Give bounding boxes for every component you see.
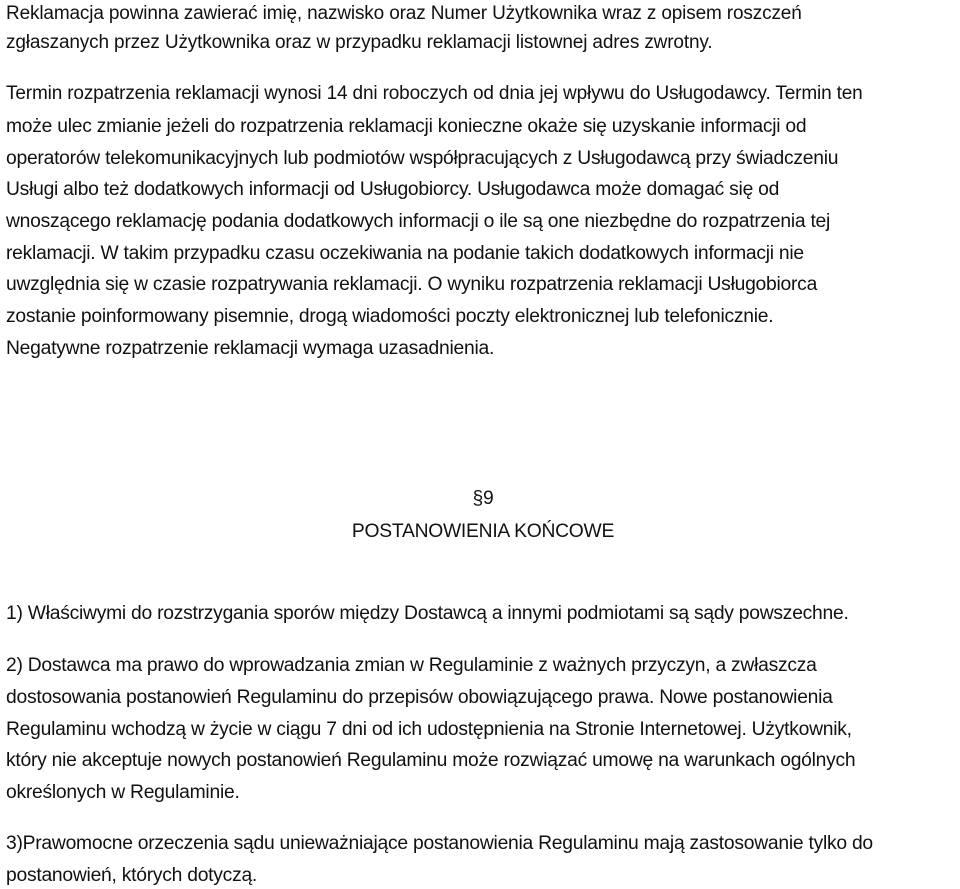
text-line: Usługi albo też dodatkowych informacji od Usługobiorcy. Usługodawca może domagać się od bbox=[6, 179, 780, 200]
text-line: uwzględnia się w czasie rozpatrywania reklamacji. O wyniku rozpatrzenia reklamacji Usługobiorca bbox=[6, 274, 818, 295]
text-line: operatorów telekomunikacyjnych lub podmiotów współpracujących z Usługodawcą przy świadczeniu bbox=[6, 148, 839, 169]
text-line: 2) Dostawca ma prawo do wprowadzania zmian w Regulaminie z ważnych przyczyn, a zwłaszcza bbox=[6, 655, 817, 676]
text-line: zostanie poinformowany pisemnie, drogą wiadomości poczty elektronicznej lub telefonicznie. bbox=[6, 306, 774, 327]
text-line: 1) Właściwymi do rozstrzygania sporów między Dostawcą a innymi podmiotami są sądy powszechne. bbox=[6, 603, 849, 624]
text-line: Regulaminu wchodzą w życie w ciągu 7 dni od ich udostępnienia na Stronie Internetowej. Użytkownik, bbox=[6, 719, 852, 740]
section-number: §9 bbox=[472, 488, 494, 509]
text-line: zgłaszanych przez Użytkownika oraz w przypadku reklamacji listownej adres zwrotny. bbox=[6, 32, 713, 53]
text-line: dostosowania postanowień Regulaminu do przepisów obowiązującego prawa. Nowe postanowienia bbox=[6, 687, 833, 708]
text-line: określonych w Regulaminie. bbox=[6, 782, 240, 803]
text-line: Termin rozpatrzenia reklamacji wynosi 14 dni roboczych od dnia jej wpływu do Usługodawcy. Termin ten bbox=[6, 83, 863, 104]
section-title: POSTANOWIENIA KOŃCOWE bbox=[351, 521, 615, 542]
text-line: który nie akceptuje nowych postanowień Regulaminu może rozwiązać umowę na warunkach ogólnych bbox=[6, 750, 856, 771]
text-line: Negatywne rozpatrzenie reklamacji wymaga uzasadnienia. bbox=[6, 338, 495, 359]
text-line: postanowień, których dotyczą. bbox=[6, 865, 258, 886]
text-line: reklamacji. W takim przypadku czasu oczekiwania na podanie takich dodatkowych informacji nie bbox=[6, 243, 804, 264]
text-line: wnoszącego reklamację podania dodatkowych informacji o ile są one niezbędne do rozpatrzenia tej bbox=[6, 211, 831, 232]
text-line: może ulec zmianie jeżeli do rozpatrzenia reklamacji konieczne okaże się uzyskanie informacji od bbox=[6, 116, 807, 137]
text-line: Reklamacja powinna zawierać imię, nazwisko oraz Numer Użytkownika wraz z opisem roszczeń bbox=[6, 3, 802, 24]
text-line: 3)Prawomocne orzeczenia sądu unieważniające postanowienia Regulaminu mają zastosowanie tylko do bbox=[6, 833, 873, 854]
